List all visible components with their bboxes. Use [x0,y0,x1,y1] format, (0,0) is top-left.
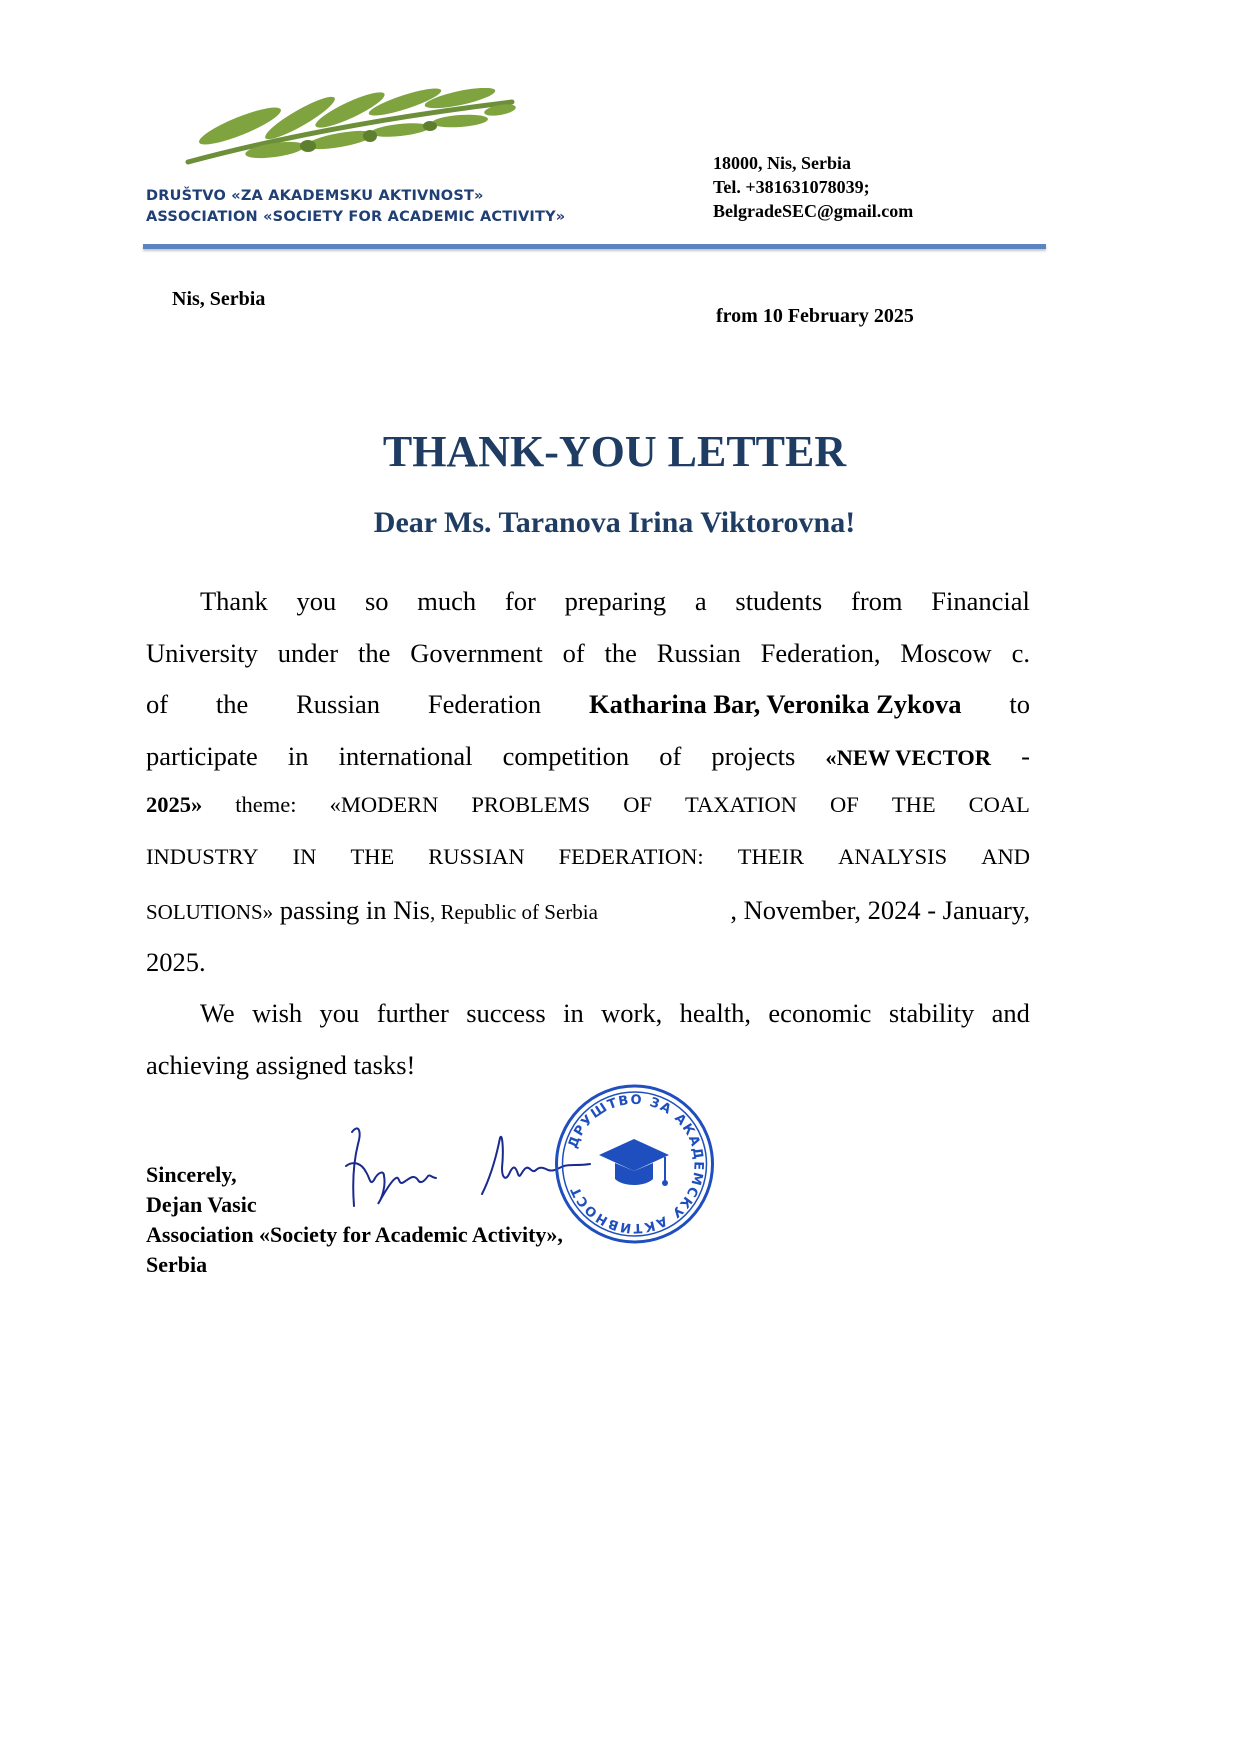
body-line-3: of the Russian Federation Katharina Bar, Veronika Zykova to [146,689,1030,719]
org-name-serbian: DRUŠTVO «ZA AKADEMSKU AKTIVNOST» [146,188,484,204]
graduation-cap-icon [599,1139,669,1186]
organization-name [146,186,565,228]
competition-name: «NEW VECTOR [825,744,992,770]
greeting: Dear Ms. Taranova Irina Viktorovna! [373,506,856,539]
letter-body [146,586,1030,1101]
org-name-english: ASSOCIATION «SOCIETY FOR ACADEMIC ACTIVITY» [146,209,566,225]
body-line-6: INDUSTRY IN THE RUSSIAN FEDERATION: THEIR ANALYSIS AND [146,843,1030,869]
header-divider [143,244,1046,249]
student-names: Katharina Bar, Veronika Zykova [588,689,962,719]
body-line-1: Thank you so much for preparing a students from Financial [200,586,1030,616]
signer-organization: Association «Society for Academic Activity», [146,1222,563,1247]
body-line-4: participate in international competition of projects «NEW VECTOR - [146,740,1030,771]
competition-year: 2025» [146,792,203,817]
closing: Sincerely, [146,1162,237,1187]
address: 18000, Nis, Serbia [713,153,852,173]
handwritten-signature-icon [340,1120,440,1210]
wish-line-1: We wish you further success in work, health, economic stability and [200,998,1030,1028]
body-line-2: University under the Government of the Russian Federation, Moscow c. [146,637,1030,668]
phone: Tel. +381631078039; [713,177,870,197]
email: BelgradeSEC@gmail.com [713,201,914,221]
stamp-text: ДРУШТВО ЗА АКАДЕМСКУ АКТИВНОСТ [565,1092,706,1236]
letter-title: THANK-YOU LETTER [382,427,847,476]
olive-branch-icon [180,88,520,170]
body-line-7: SOLUTIONS» passing in Nis , Republic of Serbia , November, 2024 - January, [146,895,1030,925]
contact-block [713,151,913,223]
body-line-8: 2025. [146,946,206,977]
signer-country: Serbia [146,1252,208,1277]
signer-name: Dejan Vasic [146,1192,257,1217]
body-line-5: 2025» theme: «MODERN PROBLEMS OF TAXATION OF THE COAL [146,792,1030,817]
wish-line-2: achieving assigned tasks! [146,1049,416,1080]
organization-stamp [553,1083,716,1245]
letter-city: Nis, Serbia [172,288,266,310]
letter-date: from 10 February 2025 [716,305,914,327]
